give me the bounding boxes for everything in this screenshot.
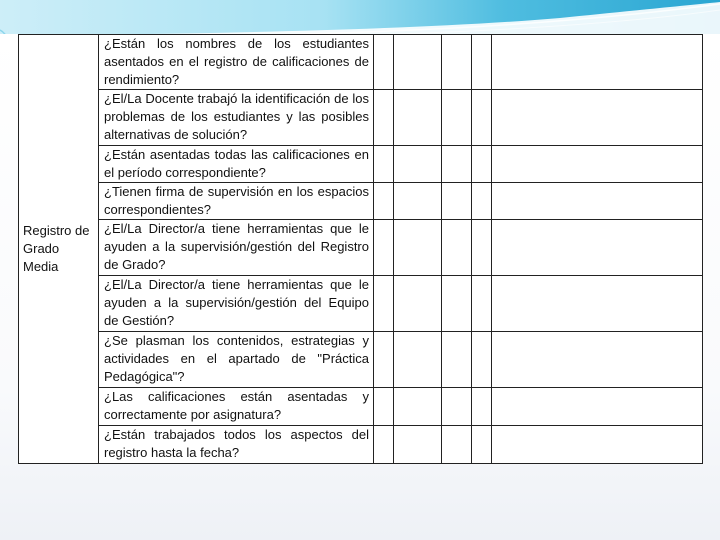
answer-cell[interactable] — [442, 332, 472, 388]
observation-cell[interactable] — [492, 332, 703, 388]
answer-cell[interactable] — [472, 220, 492, 276]
observation-cell[interactable] — [492, 35, 703, 90]
answer-cell[interactable] — [394, 426, 442, 464]
checklist-row — [19, 426, 703, 464]
question-text: ¿Están trabajados todos los aspectos del registro hasta la fecha? — [99, 426, 374, 464]
section-label: Registro de Grado Media — [19, 35, 99, 464]
answer-cell[interactable] — [472, 35, 492, 90]
observation-cell[interactable] — [492, 220, 703, 276]
observation-cell[interactable] — [492, 90, 703, 146]
observation-cell[interactable] — [492, 388, 703, 426]
checklist-row — [19, 388, 703, 426]
answer-cell[interactable] — [442, 220, 472, 276]
answer-cell[interactable] — [374, 276, 394, 332]
answer-cell[interactable] — [374, 388, 394, 426]
answer-cell[interactable] — [472, 388, 492, 426]
answer-cell[interactable] — [442, 35, 472, 90]
checklist-row — [19, 35, 703, 90]
answer-cell[interactable] — [374, 146, 394, 183]
checklist-row — [19, 276, 703, 332]
observation-cell[interactable] — [492, 146, 703, 183]
answer-cell[interactable] — [442, 276, 472, 332]
answer-cell[interactable] — [442, 426, 472, 464]
answer-cell[interactable] — [394, 220, 442, 276]
checklist-row — [19, 183, 703, 220]
question-text: ¿Tienen firma de supervisión en los espacios correspondientes? — [99, 183, 374, 220]
question-text: ¿Están los nombres de los estudiantes asentados en el registro de calificaciones de rendimiento? — [99, 35, 374, 90]
answer-cell[interactable] — [442, 388, 472, 426]
answer-cell[interactable] — [394, 183, 442, 220]
answer-cell[interactable] — [374, 35, 394, 90]
question-text: ¿Se plasman los contenidos, estrategias y actividades en el apartado de "Práctica Pedagógica"? — [99, 332, 374, 388]
question-text: ¿Las calificaciones están asentadas y correctamente por asignatura? — [99, 388, 374, 426]
answer-cell[interactable] — [442, 146, 472, 183]
answer-cell[interactable] — [374, 426, 394, 464]
answer-cell[interactable] — [374, 183, 394, 220]
answer-cell[interactable] — [472, 332, 492, 388]
checklist-row — [19, 332, 703, 388]
answer-cell[interactable] — [472, 146, 492, 183]
observation-cell[interactable] — [492, 276, 703, 332]
question-text: ¿El/La Director/a tiene herramientas que le ayuden a la supervisión/gestión del Registro de Grado? — [99, 220, 374, 276]
question-text: ¿El/La Docente trabajó la identificación de los problemas de los estudiantes y las posibles alternativas de solución? — [99, 90, 374, 146]
answer-cell[interactable] — [394, 146, 442, 183]
answer-cell[interactable] — [472, 426, 492, 464]
answer-cell[interactable] — [394, 332, 442, 388]
answer-cell[interactable] — [472, 90, 492, 146]
answer-cell[interactable] — [394, 276, 442, 332]
answer-cell[interactable] — [374, 90, 394, 146]
answer-cell[interactable] — [394, 388, 442, 426]
observation-cell[interactable] — [492, 183, 703, 220]
question-text: ¿Están asentadas todas las calificaciones en el período correspondiente? — [99, 146, 374, 183]
answer-cell[interactable] — [442, 183, 472, 220]
answer-cell[interactable] — [472, 276, 492, 332]
answer-cell[interactable] — [374, 332, 394, 388]
supervision-checklist-table — [18, 34, 703, 464]
checklist-row — [19, 146, 703, 183]
question-text: ¿El/La Director/a tiene herramientas que le ayuden a la supervisión/gestión del Equipo de Gestión? — [99, 276, 374, 332]
answer-cell[interactable] — [374, 220, 394, 276]
answer-cell[interactable] — [442, 90, 472, 146]
observation-cell[interactable] — [492, 426, 703, 464]
answer-cell[interactable] — [472, 183, 492, 220]
checklist-row — [19, 90, 703, 146]
answer-cell[interactable] — [394, 35, 442, 90]
checklist-row — [19, 220, 703, 276]
answer-cell[interactable] — [394, 90, 442, 146]
